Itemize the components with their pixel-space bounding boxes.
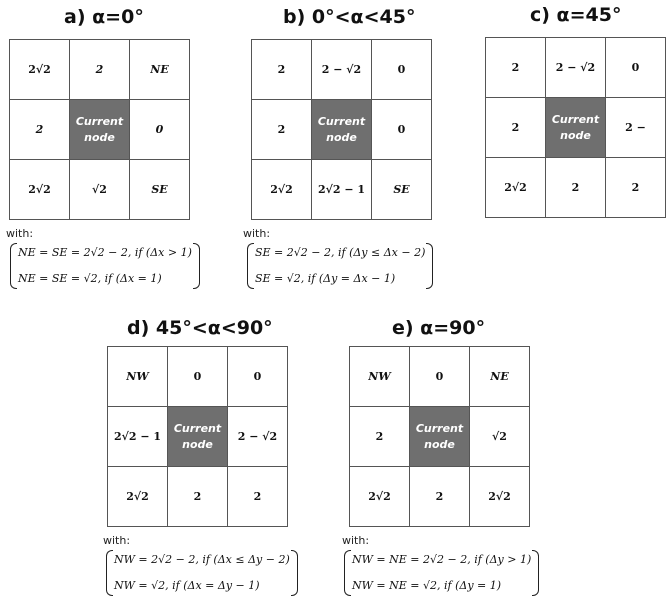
panel-d-grid — [107, 346, 288, 527]
cell-se: 2 — [606, 158, 666, 218]
panel-b-with-label: with: — [243, 227, 271, 240]
cell-s: √2 — [70, 160, 130, 220]
cell-s: 2 — [168, 467, 228, 527]
cell-nw: NW — [108, 347, 168, 407]
cell-sw: 2√2 — [10, 160, 70, 220]
panel-b-formula-block — [255, 240, 425, 292]
cell-ne: 0 — [228, 347, 288, 407]
panel-a-title: a) α=0° — [64, 6, 144, 28]
cell-sw: 2√2 — [252, 160, 312, 220]
panel-d-title: d) 45°<α<90° — [127, 317, 273, 339]
cell-nw: 2√2 — [10, 40, 70, 100]
cell-ne: 0 — [606, 38, 666, 98]
cell-n: 2 − √2 — [546, 38, 606, 98]
panel-d-formula-2: NW = √2, if (Δx = Δy − 1) — [114, 579, 260, 592]
panel-e-formula-block — [352, 547, 531, 599]
cell-nw: 2 — [252, 40, 312, 100]
panel-e-grid — [349, 346, 530, 527]
current-node-cell: Current node — [312, 100, 372, 160]
cell-s: 2 — [546, 158, 606, 218]
panel-c-clip — [485, 37, 646, 222]
panel-a-with-label: with: — [6, 227, 34, 240]
right-brace — [426, 243, 433, 289]
cell-se: 2√2 — [470, 467, 530, 527]
panel-a-formula-block — [18, 240, 192, 292]
cell-ne: NE — [130, 40, 190, 100]
cell-s: 2√2 − 1 — [312, 160, 372, 220]
panel-a-grid — [9, 39, 190, 220]
panel-e-with-label: with: — [342, 534, 370, 547]
panel-c-title: c) α=45° — [530, 4, 622, 26]
cell-w: 2 — [10, 100, 70, 160]
cell-w: 2 — [252, 100, 312, 160]
current-node-cell: Current node — [546, 98, 606, 158]
cell-n: 0 — [410, 347, 470, 407]
cell-e: √2 — [470, 407, 530, 467]
panel-a-formula-1: NE = SE = 2√2 − 2, if (Δx > 1) — [18, 246, 192, 259]
current-node-cell: Current node — [70, 100, 130, 160]
right-brace — [532, 550, 539, 596]
panel-d-formula-block — [114, 547, 290, 599]
panel-b-grid — [251, 39, 432, 220]
cell-ne: 0 — [372, 40, 432, 100]
cell-e: 0 — [372, 100, 432, 160]
left-brace — [344, 550, 351, 596]
panel-a-formula-2: NE = SE = √2, if (Δx = 1) — [18, 272, 162, 285]
cell-sw: 2√2 — [486, 158, 546, 218]
current-node-cell: Current node — [168, 407, 228, 467]
panel-b-formula-1: SE = 2√2 − 2, if (Δy ≤ Δx − 2) — [255, 246, 426, 259]
cell-n: 2 — [70, 40, 130, 100]
cell-se: SE — [372, 160, 432, 220]
panel-d-formula-1: NW = 2√2 − 2, if (Δx ≤ Δy − 2) — [114, 553, 290, 566]
panel-c-grid — [485, 37, 666, 218]
left-brace — [106, 550, 113, 596]
current-node-cell: Current node — [410, 407, 470, 467]
cell-s: 2 — [410, 467, 470, 527]
panel-b-formula-2: SE = √2, if (Δy = Δx − 1) — [255, 272, 396, 285]
cell-e: 2 − — [606, 98, 666, 158]
right-brace — [193, 243, 200, 289]
left-brace — [10, 243, 17, 289]
panel-e-formula-2: NW = NE = √2, if (Δy = 1) — [352, 579, 502, 592]
panel-e-title: e) α=90° — [392, 317, 486, 339]
panel-b-title: b) 0°<α<45° — [283, 6, 416, 28]
left-brace — [247, 243, 254, 289]
cell-e: 2 − √2 — [228, 407, 288, 467]
right-brace — [291, 550, 298, 596]
cell-e: 0 — [130, 100, 190, 160]
cell-se: SE — [130, 160, 190, 220]
cell-w: 2√2 − 1 — [108, 407, 168, 467]
cell-w: 2 — [350, 407, 410, 467]
cell-sw: 2√2 — [350, 467, 410, 527]
panel-d-with-label: with: — [103, 534, 131, 547]
cell-nw: 2 — [486, 38, 546, 98]
cell-n: 0 — [168, 347, 228, 407]
cell-sw: 2√2 — [108, 467, 168, 527]
panel-e-formula-1: NW = NE = 2√2 − 2, if (Δy > 1) — [352, 553, 532, 566]
cell-w: 2 — [486, 98, 546, 158]
cell-se: 2 — [228, 467, 288, 527]
cell-n: 2 − √2 — [312, 40, 372, 100]
cell-ne: NE — [470, 347, 530, 407]
cell-nw: NW — [350, 347, 410, 407]
